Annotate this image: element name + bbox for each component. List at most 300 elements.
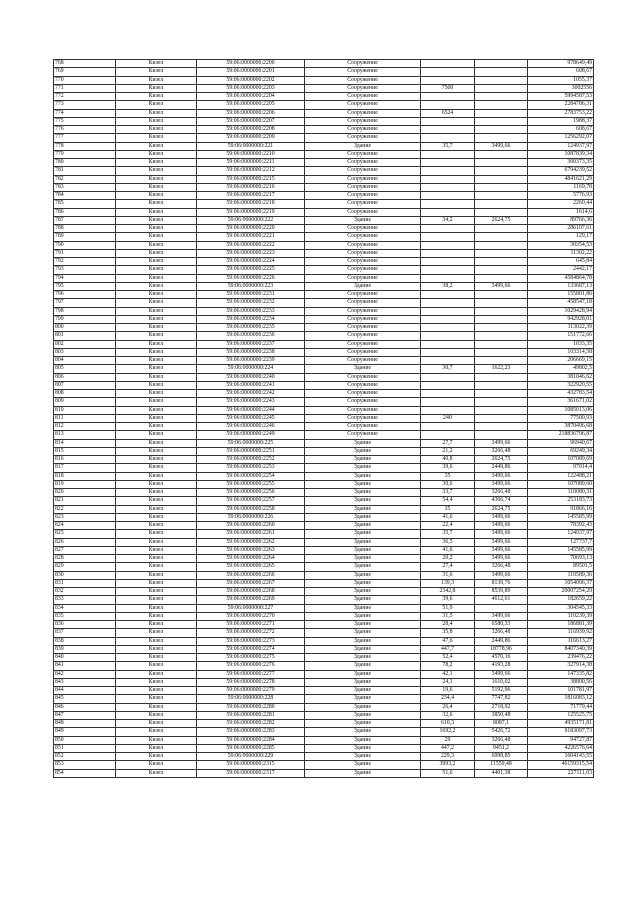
table-row <box>54 497 594 505</box>
cell-cadastral-number: 59:06:0000000:2215 <box>197 175 305 183</box>
cell-price-per-unit: 3266,48 <box>475 447 528 455</box>
cell-settlement: Кизел <box>116 233 197 241</box>
cell-row-number: 844 <box>54 687 116 695</box>
cell-cadastral-value: 361671,02 <box>528 398 594 406</box>
cell-object-type: Сооружение <box>305 390 421 398</box>
cell-object-type: Здание <box>305 571 421 579</box>
cell-row-number: 826 <box>54 538 116 546</box>
cell-cadastral-number: 59:06:0000000:2237 <box>197 340 305 348</box>
table-row <box>54 233 594 241</box>
cell-object-type: Сооружение <box>305 117 421 125</box>
cell-area <box>421 117 475 125</box>
cell-cadastral-value: 133687,13 <box>528 282 594 290</box>
cell-settlement: Кизел <box>116 175 197 183</box>
cell-price-per-unit <box>475 167 528 175</box>
cell-object-type: Здание <box>305 753 421 761</box>
cell-cadastral-value: 129,17 <box>528 233 594 241</box>
cell-price-per-unit: 2449,86 <box>475 637 528 645</box>
table-row <box>54 365 594 373</box>
cell-object-type: Сооружение <box>305 93 421 101</box>
cell-cadastral-number: 59:06:0000000:2225 <box>197 266 305 274</box>
table-row <box>54 414 594 422</box>
cell-row-number: 828 <box>54 555 116 563</box>
cell-object-type: Сооружение <box>305 68 421 76</box>
cell-cadastral-number: 59:06:0000000:2252 <box>197 456 305 464</box>
cell-row-number: 787 <box>54 216 116 224</box>
cell-settlement: Кизел <box>116 612 197 620</box>
cell-price-per-unit: 3499,66 <box>475 142 528 150</box>
cell-price-per-unit <box>475 93 528 101</box>
cell-price-per-unit: 3499,66 <box>475 571 528 579</box>
cell-row-number: 854 <box>54 769 116 777</box>
cell-settlement: Кизел <box>116 522 197 530</box>
cell-object-type: Здание <box>305 216 421 224</box>
table-row <box>54 258 594 266</box>
cell-settlement: Кизел <box>116 687 197 695</box>
cell-settlement: Кизел <box>116 489 197 497</box>
cell-area <box>421 381 475 389</box>
table-row <box>54 183 594 191</box>
cell-cadastral-number: 59:06:0000000:2273 <box>197 637 305 645</box>
cell-area <box>421 134 475 142</box>
cell-cadastral-number: 59:06:0000000:229 <box>197 753 305 761</box>
cell-cadastral-number: 59:06:0000000:2219 <box>197 208 305 216</box>
cell-area: 35,7 <box>421 530 475 538</box>
cell-area <box>421 406 475 414</box>
cell-object-type: Здание <box>305 670 421 678</box>
cell-area <box>421 60 475 68</box>
cell-settlement: Кизел <box>116 711 197 719</box>
table-row <box>54 291 594 299</box>
cell-cadastral-value: 182659,22 <box>528 596 594 604</box>
cell-cadastral-number: 59:06:0000000:2244 <box>197 406 305 414</box>
cell-settlement: Кизел <box>116 348 197 356</box>
cell-settlement: Кизел <box>116 183 197 191</box>
cell-cadastral-value: 1988,37 <box>528 117 594 125</box>
cell-object-type: Здание <box>305 703 421 711</box>
cell-cadastral-value: 71779,44 <box>528 703 594 711</box>
cell-row-number: 832 <box>54 588 116 596</box>
table-row <box>54 208 594 216</box>
cell-price-per-unit <box>475 324 528 332</box>
cell-cadastral-number: 59:06:0000000:2232 <box>197 299 305 307</box>
cell-price-per-unit <box>475 274 528 282</box>
cell-cadastral-value: 107089,69 <box>528 456 594 464</box>
table-row <box>54 249 594 257</box>
cell-area: 2342,8 <box>421 588 475 596</box>
table-row <box>54 84 594 92</box>
cell-settlement: Кизел <box>116 68 197 76</box>
cell-row-number: 836 <box>54 621 116 629</box>
cell-price-per-unit <box>475 291 528 299</box>
cell-object-type: Сооружение <box>305 431 421 439</box>
cell-area <box>421 208 475 216</box>
cell-settlement: Кизел <box>116 505 197 513</box>
cell-settlement: Кизел <box>116 282 197 290</box>
cell-area: 47,6 <box>421 637 475 645</box>
cell-price-per-unit: 3499,66 <box>475 522 528 530</box>
cell-price-per-unit: 3499,66 <box>475 472 528 480</box>
cell-cadastral-value: 327914,38 <box>528 662 594 670</box>
cell-settlement: Кизел <box>116 159 197 167</box>
table-row <box>54 720 594 728</box>
cell-price-per-unit: 3266,48 <box>475 489 528 497</box>
cell-object-type: Здание <box>305 645 421 653</box>
cell-object-type: Сооружение <box>305 241 421 249</box>
cell-row-number: 809 <box>54 398 116 406</box>
cell-row-number: 830 <box>54 571 116 579</box>
cell-area <box>421 348 475 356</box>
cell-cadastral-number: 59:06:0000000:2281 <box>197 711 305 719</box>
cell-cadastral-number: 59:06:0000000:2263 <box>197 546 305 554</box>
cell-cadastral-value: 4935171,81 <box>528 720 594 728</box>
cell-area <box>421 101 475 109</box>
cell-settlement: Кизел <box>116 596 197 604</box>
cell-object-type: Сооружение <box>305 414 421 422</box>
table-row <box>54 299 594 307</box>
cell-price-per-unit: 1610,02 <box>475 678 528 686</box>
cell-row-number: 786 <box>54 208 116 216</box>
cell-row-number: 823 <box>54 513 116 521</box>
cell-settlement: Кизел <box>116 315 197 323</box>
cell-settlement: Кизел <box>116 761 197 769</box>
cell-cadastral-number: 59:06:0000000:2274 <box>197 645 305 653</box>
cell-price-per-unit: 3499,66 <box>475 439 528 447</box>
cell-area: 24,1 <box>421 678 475 686</box>
cell-cadastral-value: 77500,93 <box>528 414 594 422</box>
cell-object-type: Здание <box>305 142 421 150</box>
cell-area: 42,1 <box>421 670 475 678</box>
table-row <box>54 637 594 645</box>
cell-price-per-unit <box>475 175 528 183</box>
cell-cadastral-value: 1256292,07 <box>528 134 594 142</box>
table-row <box>54 373 594 381</box>
cell-area <box>421 150 475 158</box>
table-row <box>54 530 594 538</box>
cell-price-per-unit <box>475 398 528 406</box>
cell-area: 35,7 <box>421 142 475 150</box>
cell-object-type: Сооружение <box>305 373 421 381</box>
cell-area: 39,6 <box>421 464 475 472</box>
cell-area: 51,6 <box>421 769 475 777</box>
cell-area: 447,7 <box>421 645 475 653</box>
cell-cadastral-number: 59:06:0000000:2284 <box>197 736 305 744</box>
cell-cadastral-value: 145585,99 <box>528 513 594 521</box>
cell-price-per-unit: 5426,72 <box>475 728 528 736</box>
cell-settlement: Кизел <box>116 571 197 579</box>
cell-row-number: 805 <box>54 365 116 373</box>
cell-cadastral-number: 59:06:0000000:2269 <box>197 596 305 604</box>
cell-row-number: 812 <box>54 423 116 431</box>
table-row <box>54 340 594 348</box>
cell-price-per-unit: 18778,96 <box>475 645 528 653</box>
cell-area: 27,4 <box>421 563 475 571</box>
cell-cadastral-number: 59:06:0000000:2271 <box>197 621 305 629</box>
cell-area <box>421 93 475 101</box>
cell-cadastral-value: 122488,21 <box>528 472 594 480</box>
cell-settlement: Кизел <box>116 654 197 662</box>
table-row <box>54 324 594 332</box>
table-row <box>54 744 594 752</box>
cell-object-type: Здание <box>305 447 421 455</box>
cell-object-type: Сооружение <box>305 167 421 175</box>
cell-row-number: 816 <box>54 456 116 464</box>
cell-settlement: Кизел <box>116 736 197 744</box>
cell-price-per-unit <box>475 68 528 76</box>
cell-cadastral-value: 20007254,29 <box>528 588 594 596</box>
cell-row-number: 839 <box>54 645 116 653</box>
cell-cadastral-value: 11302,22 <box>528 249 594 257</box>
cell-object-type: Здание <box>305 505 421 513</box>
cell-price-per-unit <box>475 76 528 84</box>
cell-price-per-unit <box>475 126 528 134</box>
cell-area <box>421 307 475 315</box>
cell-cadastral-value: 151772,66 <box>528 332 594 340</box>
cell-object-type: Сооружение <box>305 84 421 92</box>
table-row <box>54 175 594 183</box>
cell-row-number: 771 <box>54 84 116 92</box>
cell-price-per-unit: 6998,85 <box>475 753 528 761</box>
cell-price-per-unit <box>475 423 528 431</box>
cell-area: 22,4 <box>421 522 475 530</box>
table-row <box>54 654 594 662</box>
cell-object-type: Здание <box>305 522 421 530</box>
cell-cadastral-value: 186881,39 <box>528 621 594 629</box>
cell-row-number: 837 <box>54 629 116 637</box>
cell-area <box>421 225 475 233</box>
cell-settlement: Кизел <box>116 423 197 431</box>
cell-area: 28,4 <box>421 621 475 629</box>
cell-object-type: Сооружение <box>305 357 421 365</box>
cell-cadastral-number: 59:06:0000000:225 <box>197 439 305 447</box>
cell-object-type: Здание <box>305 654 421 662</box>
cell-object-type: Сооружение <box>305 324 421 332</box>
table-row <box>54 406 594 414</box>
cell-cadastral-number: 59:06:0000000:2218 <box>197 200 305 208</box>
cell-cadastral-number: 59:06:0000000:2216 <box>197 183 305 191</box>
cell-cadastral-value: 116613,27 <box>528 637 594 645</box>
cell-object-type: Здание <box>305 621 421 629</box>
cell-settlement: Кизел <box>116 480 197 488</box>
cell-row-number: 841 <box>54 662 116 670</box>
cell-area <box>421 126 475 134</box>
table-row <box>54 192 594 200</box>
cell-cadastral-number: 59:06:0000000:2236 <box>197 332 305 340</box>
cell-object-type: Сооружение <box>305 60 421 68</box>
cell-cadastral-number: 59:06:0000000:2275 <box>197 654 305 662</box>
cell-area: 36,5 <box>421 538 475 546</box>
cell-cadastral-number: 59:06:0000000:2235 <box>197 324 305 332</box>
cell-object-type: Здание <box>305 439 421 447</box>
cell-price-per-unit <box>475 604 528 612</box>
table-row <box>54 398 594 406</box>
cell-price-per-unit <box>475 101 528 109</box>
cell-settlement: Кизел <box>116 274 197 282</box>
cell-cadastral-number: 59:06:0000000:2209 <box>197 134 305 142</box>
cell-settlement: Кизел <box>116 538 197 546</box>
cell-row-number: 779 <box>54 150 116 158</box>
cell-row-number: 774 <box>54 109 116 117</box>
cell-settlement: Кизел <box>116 472 197 480</box>
cell-settlement: Кизел <box>116 720 197 728</box>
cell-price-per-unit <box>475 357 528 365</box>
cell-object-type: Сооружение <box>305 134 421 142</box>
cell-area <box>421 192 475 200</box>
cell-object-type: Здание <box>305 720 421 728</box>
cell-price-per-unit: 3499,66 <box>475 530 528 538</box>
cell-price-per-unit: 7747,82 <box>475 695 528 703</box>
cell-settlement: Кизел <box>116 555 197 563</box>
table-row <box>54 390 594 398</box>
table-row <box>54 167 594 175</box>
table-row <box>54 505 594 513</box>
cell-row-number: 851 <box>54 744 116 752</box>
cell-object-type: Сооружение <box>305 200 421 208</box>
table-row <box>54 159 594 167</box>
table-row <box>54 332 594 340</box>
table-row <box>54 142 594 150</box>
cell-area: 20,2 <box>421 555 475 563</box>
cell-settlement: Кизел <box>116 142 197 150</box>
cell-cadastral-value: 942928,01 <box>528 315 594 323</box>
table-row <box>54 621 594 629</box>
cell-object-type: Сооружение <box>305 101 421 109</box>
cell-cadastral-value: 1169,78 <box>528 183 594 191</box>
cell-object-type: Здание <box>305 546 421 554</box>
cell-settlement: Кизел <box>116 398 197 406</box>
table-row <box>54 687 594 695</box>
cell-cadastral-number: 59:06:0000000:2282 <box>197 720 305 728</box>
cell-cadastral-value: 304545,33 <box>528 604 594 612</box>
cell-cadastral-number: 59:06:0000000:2203 <box>197 84 305 92</box>
cell-cadastral-value: 1614,6 <box>528 208 594 216</box>
cell-cadastral-value: 9183097,73 <box>528 728 594 736</box>
cell-price-per-unit <box>475 414 528 422</box>
table-row <box>54 282 594 290</box>
cell-price-per-unit <box>475 373 528 381</box>
cell-cadastral-number: 59:06:0000000:2208 <box>197 126 305 134</box>
cell-row-number: 772 <box>54 93 116 101</box>
cell-row-number: 782 <box>54 175 116 183</box>
cell-area: 52,4 <box>421 654 475 662</box>
cell-cadastral-number: 59:06:0000000:2222 <box>197 241 305 249</box>
cell-price-per-unit <box>475 60 528 68</box>
cell-settlement: Кизел <box>116 60 197 68</box>
cell-settlement: Кизел <box>116 324 197 332</box>
cell-price-per-unit: 8139,76 <box>475 579 528 587</box>
cell-cadastral-value: 145585,99 <box>528 546 594 554</box>
cell-cadastral-number: 59:06:0000000:2207 <box>197 117 305 125</box>
cell-row-number: 829 <box>54 563 116 571</box>
cell-cadastral-value: 116939,92 <box>528 629 594 637</box>
cell-area <box>421 357 475 365</box>
cell-settlement: Кизел <box>116 439 197 447</box>
cell-row-number: 825 <box>54 530 116 538</box>
cell-cadastral-number: 59:06:0000000:2240 <box>197 373 305 381</box>
cell-area <box>421 299 475 307</box>
cell-price-per-unit <box>475 208 528 216</box>
table-row <box>54 423 594 431</box>
cell-object-type: Здание <box>305 711 421 719</box>
cell-cadastral-number: 59:06:0000000:2200 <box>197 60 305 68</box>
cell-object-type: Сооружение <box>305 291 421 299</box>
cell-row-number: 790 <box>54 241 116 249</box>
cell-area: 447,2 <box>421 744 475 752</box>
cell-area: 240 <box>421 414 475 422</box>
cell-cadastral-number: 59:06:0000000:2243 <box>197 398 305 406</box>
cell-price-per-unit <box>475 134 528 142</box>
table-row <box>54 629 594 637</box>
cell-area <box>421 266 475 274</box>
cell-settlement: Кизел <box>116 167 197 175</box>
cell-row-number: 815 <box>54 447 116 455</box>
table-row <box>54 480 594 488</box>
cell-area: 6524 <box>421 109 475 117</box>
cell-cadastral-number: 59:06:0000000:2224 <box>197 258 305 266</box>
cell-cadastral-value: 46159315,54 <box>528 761 594 769</box>
cell-object-type: Сооружение <box>305 274 421 282</box>
cell-cadastral-value: 89766,36 <box>528 216 594 224</box>
cell-settlement: Кизел <box>116 621 197 629</box>
cell-price-per-unit <box>475 233 528 241</box>
cell-area <box>421 258 475 266</box>
cell-price-per-unit: 3499,66 <box>475 480 528 488</box>
cell-price-per-unit <box>475 159 528 167</box>
table-row <box>54 357 594 365</box>
cell-row-number: 801 <box>54 332 116 340</box>
cell-settlement: Кизел <box>116 406 197 414</box>
cell-cadastral-value: 3870496,68 <box>528 423 594 431</box>
cell-object-type: Здание <box>305 538 421 546</box>
cell-cadastral-value: 1029428,94 <box>528 307 594 315</box>
cell-cadastral-number: 59:06:0000000:2285 <box>197 744 305 752</box>
cell-price-per-unit: 8539,89 <box>475 588 528 596</box>
cell-object-type: Сооружение <box>305 423 421 431</box>
cell-row-number: 788 <box>54 225 116 233</box>
cell-settlement: Кизел <box>116 340 197 348</box>
cell-settlement: Кизел <box>116 225 197 233</box>
cell-price-per-unit: 3499,66 <box>475 670 528 678</box>
table-row <box>54 134 594 142</box>
cell-settlement: Кизел <box>116 84 197 92</box>
cell-price-per-unit: 4366,74 <box>475 497 528 505</box>
table-row <box>54 596 594 604</box>
table-row <box>54 604 594 612</box>
cell-object-type: Здание <box>305 629 421 637</box>
cell-price-per-unit: 3499,66 <box>475 538 528 546</box>
cell-price-per-unit <box>475 307 528 315</box>
cell-settlement: Кизел <box>116 93 197 101</box>
cell-area: 51,9 <box>421 604 475 612</box>
cell-cadastral-number: 59:06:0000000:2239 <box>197 357 305 365</box>
cell-cadastral-number: 59:06:0000000:2276 <box>197 662 305 670</box>
cell-cadastral-number: 59:06:0000000:2267 <box>197 579 305 587</box>
cell-object-type: Сооружение <box>305 299 421 307</box>
cell-price-per-unit: 4193,28 <box>475 662 528 670</box>
cell-price-per-unit <box>475 183 528 191</box>
cell-price-per-unit: 3499,66 <box>475 612 528 620</box>
cell-price-per-unit: 2624,75 <box>475 216 528 224</box>
cell-settlement: Кизел <box>116 695 197 703</box>
cell-cadastral-number: 59:06:0000000:2272 <box>197 629 305 637</box>
cell-price-per-unit <box>475 406 528 414</box>
cell-price-per-unit <box>475 84 528 92</box>
cell-row-number: 775 <box>54 117 116 125</box>
table-row <box>54 769 594 777</box>
cell-row-number: 821 <box>54 497 116 505</box>
cell-cadastral-number: 59:06:0000000:2280 <box>197 703 305 711</box>
cell-price-per-unit: 4570,16 <box>475 654 528 662</box>
